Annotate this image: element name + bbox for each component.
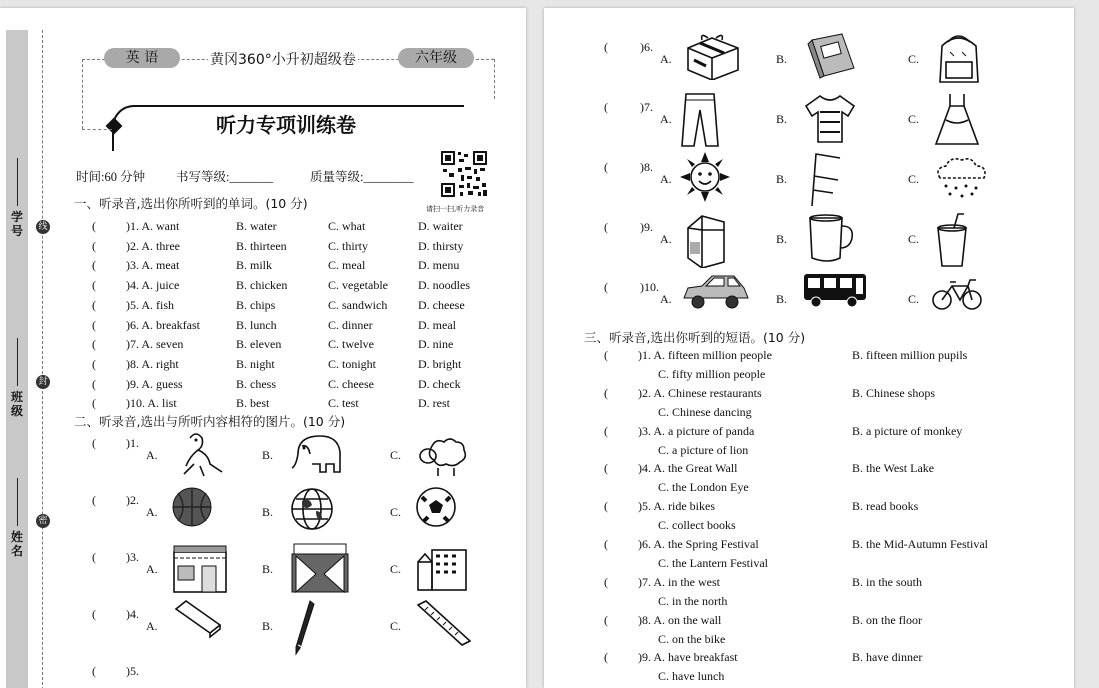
time-info: 时间:60 分钟 bbox=[76, 170, 146, 184]
option-c-label: C. bbox=[390, 619, 402, 633]
class-label: 班级 bbox=[8, 338, 26, 418]
book-icon[interactable] bbox=[802, 32, 858, 85]
answer-paren[interactable]: ( bbox=[604, 499, 608, 514]
option-b: B. night bbox=[236, 356, 275, 371]
answer-paren[interactable]: ( bbox=[92, 607, 96, 621]
answer-paren[interactable]: ( bbox=[92, 317, 96, 332]
option-a: )4. A. the Great Wall bbox=[638, 461, 738, 476]
option-c: C. dinner bbox=[328, 317, 373, 332]
option-c: C. on the bike bbox=[658, 631, 726, 646]
name-label: 姓名 bbox=[8, 478, 26, 558]
option-a: )5. A. ride bikes bbox=[638, 499, 715, 514]
answer-paren[interactable]: ( bbox=[92, 219, 96, 233]
series-title: 黄冈360°小升初超级卷 bbox=[208, 49, 358, 69]
question-number: )7. bbox=[640, 100, 653, 114]
question-number: )5. bbox=[126, 664, 139, 678]
subject-pill: 英 语 bbox=[104, 48, 180, 68]
bus-icon[interactable] bbox=[802, 272, 868, 313]
option-a: )2. A. Chinese restaurants bbox=[638, 385, 762, 400]
seal-seal-mark: 封 bbox=[36, 375, 50, 389]
answer-paren[interactable]: ( bbox=[92, 297, 96, 312]
banner-dash bbox=[82, 129, 112, 130]
answer-paren[interactable]: ( bbox=[604, 612, 608, 627]
basketball-icon[interactable] bbox=[170, 485, 214, 534]
option-a-label: A. bbox=[660, 172, 672, 186]
option-a-label: A. bbox=[660, 232, 672, 246]
page-left bbox=[0, 8, 526, 688]
option-b-label: B. bbox=[776, 112, 788, 126]
option-d: D. check bbox=[418, 376, 461, 391]
answer-paren[interactable]: ( bbox=[604, 100, 608, 114]
option-a: )9. A. have breakfast bbox=[638, 650, 738, 665]
car-icon[interactable] bbox=[680, 272, 750, 317]
dress-icon[interactable] bbox=[932, 92, 982, 153]
option-b: B. water bbox=[236, 219, 277, 233]
seal-line-mark: 线 bbox=[36, 220, 50, 234]
option-a: )5. A. fish bbox=[126, 297, 174, 312]
option-d: D. menu bbox=[418, 258, 460, 273]
option-c-label: C. bbox=[908, 112, 920, 126]
option-b-label: B. bbox=[776, 292, 788, 306]
option-a: )1. A. want bbox=[126, 219, 180, 233]
option-b: B. best bbox=[236, 396, 270, 411]
answer-paren[interactable]: ( bbox=[92, 436, 96, 450]
question-number: )8. bbox=[640, 160, 653, 174]
option-c: C. fifty million people bbox=[658, 367, 766, 381]
option-c: C. tonight bbox=[328, 356, 377, 371]
answer-paren[interactable]: ( bbox=[604, 220, 608, 234]
option-d: D. waiter bbox=[418, 219, 463, 233]
question-number: )9. bbox=[640, 220, 653, 234]
schoolbag-icon[interactable] bbox=[932, 32, 986, 93]
option-b: B. in the south bbox=[852, 574, 923, 589]
option-b-label: B. bbox=[776, 232, 788, 246]
option-d: D. noodles bbox=[418, 278, 470, 293]
option-d: D. thirsty bbox=[418, 238, 464, 253]
option-d: D. meal bbox=[418, 317, 456, 332]
page-right bbox=[544, 8, 1074, 688]
option-a: )6. A. the Spring Festival bbox=[638, 537, 759, 551]
option-c: C. the Lantern Festival bbox=[658, 556, 768, 570]
option-c: C. vegetable bbox=[328, 278, 388, 293]
option-b: B. fifteen million pupils bbox=[852, 348, 968, 362]
option-a: )6. A. breakfast bbox=[126, 317, 200, 332]
answer-paren[interactable]: ( bbox=[92, 356, 96, 371]
option-a: )8. A. on the wall bbox=[638, 612, 722, 627]
binding-cut-line bbox=[42, 30, 43, 688]
answer-paren[interactable]: ( bbox=[92, 664, 96, 678]
option-c-label: C. bbox=[908, 232, 920, 246]
option-a: )8. A. right bbox=[126, 356, 179, 371]
cola-cup-icon[interactable] bbox=[932, 212, 972, 273]
option-a: )9. A. guess bbox=[126, 376, 183, 391]
question-number: )3. bbox=[126, 550, 139, 564]
answer-paren[interactable]: ( bbox=[604, 461, 608, 476]
option-c: C. what bbox=[328, 219, 366, 233]
option-b-label: B. bbox=[262, 619, 274, 633]
answer-paren[interactable]: ( bbox=[92, 238, 96, 253]
option-c: C. have lunch bbox=[658, 669, 725, 684]
option-c: C. test bbox=[328, 396, 359, 411]
answer-paren[interactable]: ( bbox=[604, 650, 608, 665]
option-a-label: A. bbox=[660, 112, 672, 126]
option-c: C. sandwich bbox=[328, 297, 388, 312]
option-d: D. nine bbox=[418, 337, 454, 352]
header-rule-right bbox=[494, 59, 495, 99]
answer-paren[interactable]: ( bbox=[92, 493, 96, 507]
question-number: )2. bbox=[126, 493, 139, 507]
option-a: )2. A. three bbox=[126, 238, 180, 253]
answer-paren[interactable]: ( bbox=[92, 376, 96, 391]
option-c: C. thirty bbox=[328, 238, 369, 253]
option-b: B. read books bbox=[852, 499, 919, 514]
option-a: )3. A. a picture of panda bbox=[638, 423, 755, 438]
question-number: )6. bbox=[640, 40, 653, 54]
answer-paren[interactable]: ( bbox=[604, 160, 608, 174]
quality-grade: 质量等级:________ bbox=[310, 170, 414, 184]
option-b: B. chips bbox=[236, 297, 276, 312]
answer-paren[interactable]: ( bbox=[604, 423, 608, 438]
trousers-icon[interactable] bbox=[680, 92, 720, 153]
option-c-label: C. bbox=[390, 448, 402, 462]
option-b: B. the Mid-Autumn Festival bbox=[852, 537, 988, 551]
eraser-icon[interactable] bbox=[170, 599, 226, 644]
option-c: C. a picture of lion bbox=[658, 442, 749, 457]
option-a: )10. A. list bbox=[126, 396, 177, 411]
question-number: )10. bbox=[640, 280, 659, 294]
option-b: B. the West Lake bbox=[852, 461, 935, 476]
option-b: B. milk bbox=[236, 258, 273, 273]
pen-icon[interactable] bbox=[288, 599, 318, 664]
rain-cloud-icon[interactable] bbox=[932, 152, 992, 205]
option-b: B. thirteen bbox=[236, 238, 287, 253]
globe-icon[interactable] bbox=[288, 485, 336, 538]
student-id-label: 学号 bbox=[8, 158, 26, 238]
section3-title: 三、听录音,选出你听到的短语。(10 分) bbox=[584, 330, 806, 345]
elephant-icon[interactable] bbox=[288, 428, 348, 483]
section1-title: 一、听录音,选出你所听到的单词。(10 分) bbox=[74, 196, 308, 211]
option-a-label: A. bbox=[660, 52, 672, 66]
option-b-label: B. bbox=[262, 448, 274, 462]
wind-icon[interactable] bbox=[802, 152, 842, 213]
option-a-label: A. bbox=[146, 448, 158, 462]
option-b-label: B. bbox=[262, 505, 274, 519]
option-a: )7. A. seven bbox=[126, 337, 184, 352]
option-a-label: A. bbox=[146, 562, 158, 576]
answer-paren[interactable]: ( bbox=[92, 396, 96, 411]
option-c: C. the London Eye bbox=[658, 480, 749, 495]
question-number: )4. bbox=[126, 607, 139, 621]
milk-carton-icon[interactable] bbox=[680, 212, 730, 273]
option-a: )1. A. fifteen million people bbox=[638, 348, 772, 362]
option-c-label: C. bbox=[390, 505, 402, 519]
option-c-label: C. bbox=[908, 52, 920, 66]
option-b: B. have dinner bbox=[852, 650, 923, 665]
t-shirt-icon[interactable] bbox=[802, 92, 858, 149]
option-b-label: B. bbox=[776, 52, 788, 66]
option-b: B. eleven bbox=[236, 337, 282, 352]
option-a: )3. A. meat bbox=[126, 258, 180, 273]
option-c: C. in the north bbox=[658, 593, 728, 608]
answer-paren[interactable]: ( bbox=[604, 385, 608, 400]
answer-paren[interactable]: ( bbox=[604, 574, 608, 589]
answer-paren[interactable]: ( bbox=[92, 258, 96, 273]
gift-box-icon[interactable] bbox=[680, 32, 744, 85]
question-number: )1. bbox=[126, 436, 139, 450]
answer-paren[interactable]: ( bbox=[92, 337, 96, 352]
section2-title: 二、听录音,选出与所听内容相符的图片。(10 分) bbox=[74, 414, 346, 429]
page-title: 听力专项训练卷 bbox=[216, 113, 356, 137]
option-c: C. meal bbox=[328, 258, 366, 273]
answer-paren[interactable]: ( bbox=[92, 278, 96, 293]
ruler-icon[interactable] bbox=[414, 599, 474, 654]
option-c: C. twelve bbox=[328, 337, 374, 352]
option-a: )4. A. juice bbox=[126, 278, 180, 293]
option-c-label: C. bbox=[908, 172, 920, 186]
kangaroo-icon[interactable] bbox=[170, 428, 230, 483]
option-b-label: B. bbox=[262, 562, 274, 576]
shop-icon[interactable] bbox=[170, 542, 230, 599]
qr-code-icon[interactable] bbox=[440, 150, 488, 198]
tea-cup-icon[interactable] bbox=[802, 212, 858, 267]
answer-paren[interactable]: ( bbox=[604, 537, 608, 551]
bike-icon[interactable] bbox=[932, 272, 982, 317]
header-rule-left bbox=[82, 59, 83, 129]
option-c-label: C. bbox=[908, 292, 920, 306]
option-b: B. Chinese shops bbox=[852, 385, 936, 400]
option-a-label: A. bbox=[146, 619, 158, 633]
writing-grade: 书写等级:_______ bbox=[176, 170, 274, 184]
option-c: C. cheese bbox=[328, 376, 374, 391]
option-d: D. cheese bbox=[418, 297, 465, 312]
sun-icon[interactable] bbox=[680, 152, 730, 207]
answer-paren[interactable]: ( bbox=[604, 40, 608, 54]
option-c: C. Chinese dancing bbox=[658, 404, 752, 419]
grade-pill: 六年级 bbox=[398, 48, 474, 68]
restaurant-icon[interactable] bbox=[288, 542, 352, 599]
option-c-label: C. bbox=[390, 562, 402, 576]
option-b-label: B. bbox=[776, 172, 788, 186]
option-b: B. a picture of monkey bbox=[852, 423, 963, 438]
option-a: )7. A. in the west bbox=[638, 574, 720, 589]
option-b: B. on the floor bbox=[852, 612, 922, 627]
football-icon[interactable] bbox=[414, 485, 458, 534]
option-d: D. rest bbox=[418, 396, 450, 411]
option-a-label: A. bbox=[146, 505, 158, 519]
sheep-icon[interactable] bbox=[414, 428, 474, 483]
option-d: D. bright bbox=[418, 356, 462, 371]
qr-caption: 请扫一扫,听力录音 bbox=[426, 205, 485, 213]
answer-paren[interactable]: ( bbox=[604, 280, 608, 294]
answer-paren[interactable]: ( bbox=[604, 348, 608, 362]
option-c: C. collect books bbox=[658, 518, 736, 533]
seal-secret-mark: 密 bbox=[36, 514, 50, 528]
option-b: B. lunch bbox=[236, 317, 277, 332]
building-icon[interactable] bbox=[414, 542, 474, 599]
option-b: B. chicken bbox=[236, 278, 288, 293]
option-b: B. chess bbox=[236, 376, 276, 391]
answer-paren[interactable]: ( bbox=[92, 550, 96, 564]
option-a-label: A. bbox=[660, 292, 672, 306]
